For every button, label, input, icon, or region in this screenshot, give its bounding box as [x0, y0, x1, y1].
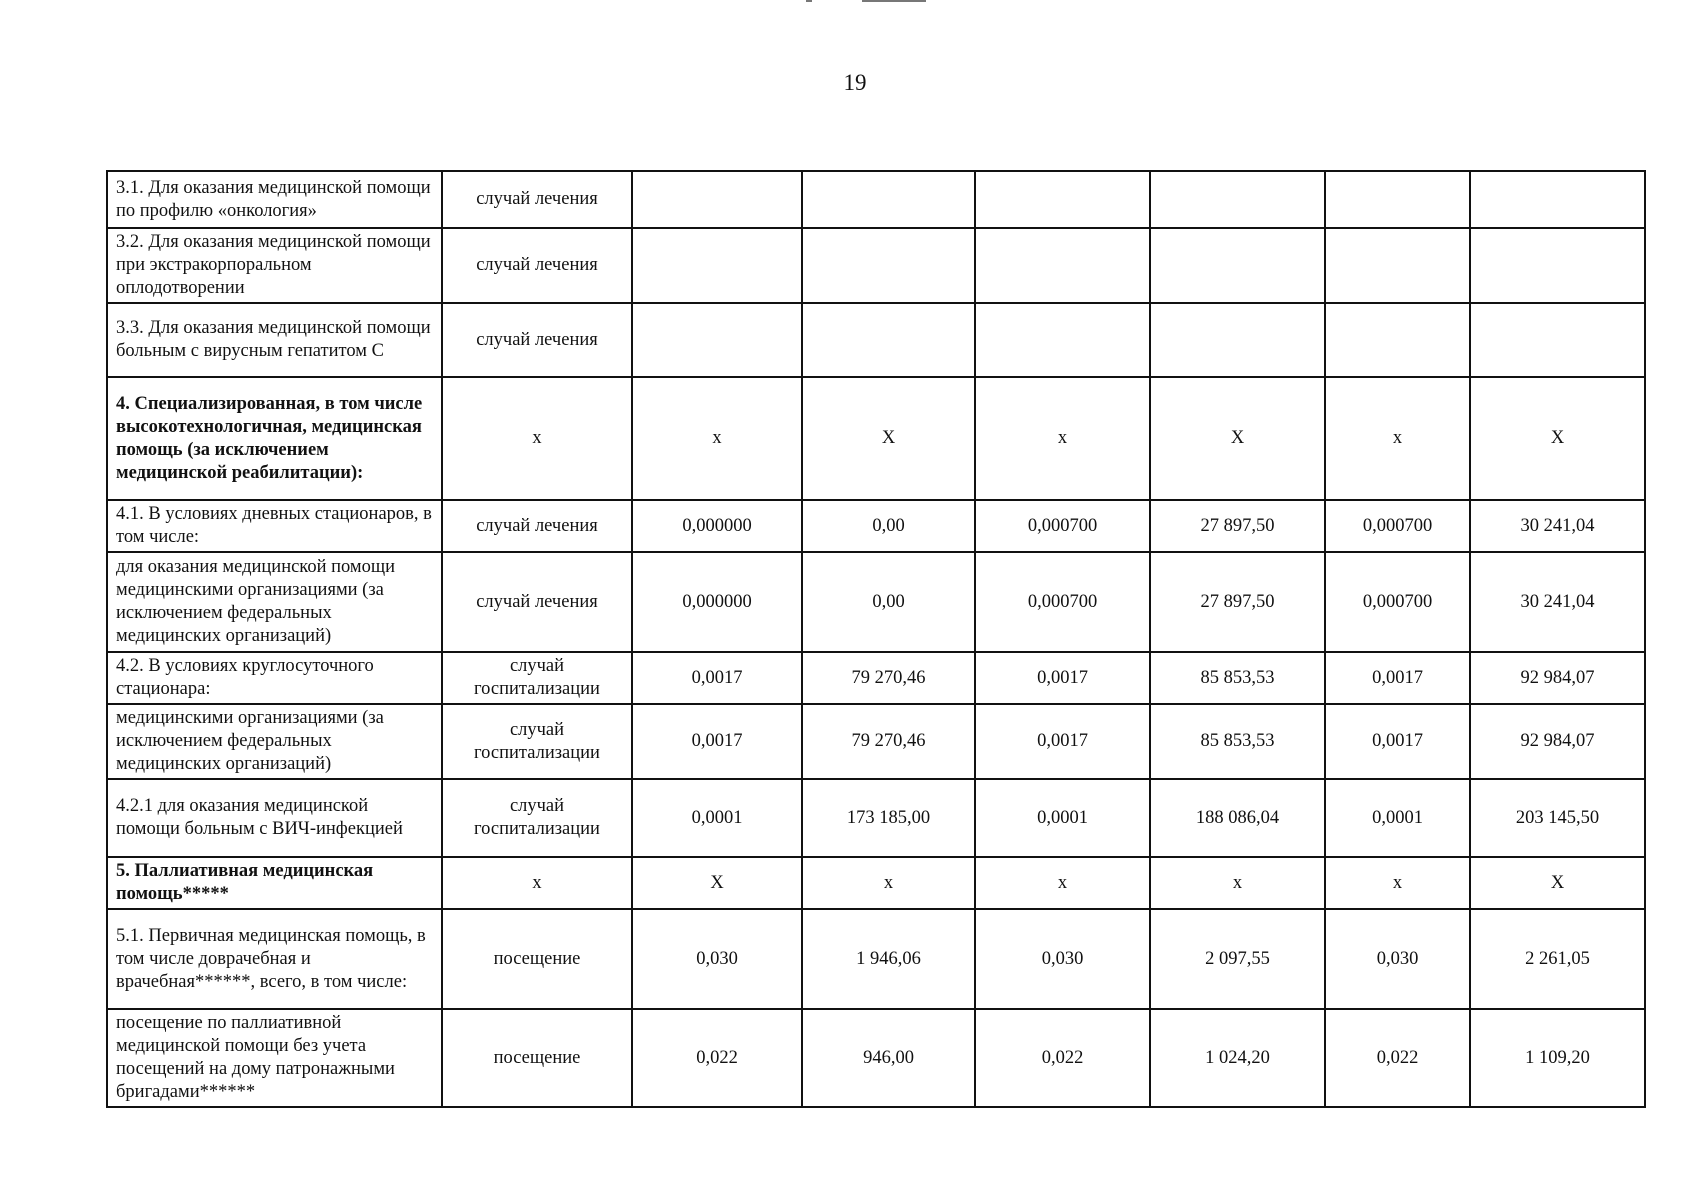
table-row: [107, 500, 1645, 552]
unit-cell: случай лечения: [442, 228, 632, 303]
value-cell: 0,030: [632, 909, 802, 1009]
value-cell: 79 270,46: [802, 652, 975, 704]
row-name-cell: 3.2. Для оказания медицинской помощи при экстракорпоральном оплодотворении: [107, 228, 442, 303]
value-cell: x: [1325, 377, 1470, 500]
page-number: 19: [843, 70, 867, 95]
value-cell: [1150, 171, 1325, 228]
norms-table: [106, 170, 1646, 1108]
value-cell: 0,030: [1325, 909, 1470, 1009]
value-cell: X: [1470, 377, 1645, 500]
value-cell: 30 241,04: [1470, 552, 1645, 652]
table-row: [107, 303, 1645, 377]
value-cell: 946,00: [802, 1009, 975, 1107]
value-cell: 2 097,55: [1150, 909, 1325, 1009]
row-name-cell: посещение по паллиативной медицинской помощи без учета посещений на дому патронажными бригадами******: [107, 1009, 442, 1107]
value-cell: 30 241,04: [1470, 500, 1645, 552]
row-name-cell: 4.2.1 для оказания медицинской помощи больным с ВИЧ-инфекцией: [107, 779, 442, 857]
row-name-cell: медицинскими организациями (за исключением федеральных медицинских организаций): [107, 704, 442, 779]
value-cell: 173 185,00: [802, 779, 975, 857]
unit-cell: случай лечения: [442, 552, 632, 652]
table-row: [107, 779, 1645, 857]
value-cell: 0,030: [975, 909, 1150, 1009]
value-cell: [802, 171, 975, 228]
row-name-cell: 4.2. В условиях круглосуточного стационара:: [107, 652, 442, 704]
value-cell: [1325, 228, 1470, 303]
value-cell: X: [802, 377, 975, 500]
value-cell: 27 897,50: [1150, 552, 1325, 652]
value-cell: 0,000700: [1325, 500, 1470, 552]
unit-cell: случай лечения: [442, 500, 632, 552]
row-name-cell: 5.1. Первичная медицинская помощь, в том числе доврачебная и врачебная******, всего, в том числе:: [107, 909, 442, 1009]
table-row: [107, 909, 1645, 1009]
value-cell: 0,0017: [632, 652, 802, 704]
row-name-cell: 4.1. В условиях дневных стационаров, в том числе:: [107, 500, 442, 552]
value-cell: [975, 303, 1150, 377]
value-cell: [975, 228, 1150, 303]
value-cell: 85 853,53: [1150, 652, 1325, 704]
value-cell: [632, 228, 802, 303]
value-cell: 1 024,20: [1150, 1009, 1325, 1107]
value-cell: X: [1150, 377, 1325, 500]
value-cell: 1 946,06: [802, 909, 975, 1009]
value-cell: X: [1470, 857, 1645, 909]
value-cell: x: [802, 857, 975, 909]
value-cell: 92 984,07: [1470, 704, 1645, 779]
value-cell: 0,00: [802, 552, 975, 652]
value-cell: [1325, 171, 1470, 228]
value-cell: [1470, 171, 1645, 228]
unit-cell: случай госпитализации: [442, 704, 632, 779]
table-row: [107, 857, 1645, 909]
value-cell: 0,0017: [1325, 652, 1470, 704]
value-cell: x: [975, 377, 1150, 500]
value-cell: 1 109,20: [1470, 1009, 1645, 1107]
value-cell: [632, 171, 802, 228]
value-cell: 0,0017: [1325, 704, 1470, 779]
value-cell: 0,0017: [975, 652, 1150, 704]
value-cell: [1150, 303, 1325, 377]
value-cell: x: [1325, 857, 1470, 909]
scan-artifact: [806, 0, 812, 2]
value-cell: [632, 303, 802, 377]
unit-cell: случай лечения: [442, 171, 632, 228]
value-cell: 79 270,46: [802, 704, 975, 779]
unit-cell: x: [442, 857, 632, 909]
value-cell: [1150, 228, 1325, 303]
value-cell: 2 261,05: [1470, 909, 1645, 1009]
value-cell: x: [1150, 857, 1325, 909]
value-cell: X: [632, 857, 802, 909]
value-cell: x: [975, 857, 1150, 909]
value-cell: 188 086,04: [1150, 779, 1325, 857]
table-row: [107, 652, 1645, 704]
value-cell: 0,0017: [975, 704, 1150, 779]
value-cell: 0,022: [632, 1009, 802, 1107]
value-cell: 0,0001: [632, 779, 802, 857]
value-cell: 0,022: [1325, 1009, 1470, 1107]
unit-cell: посещение: [442, 1009, 632, 1107]
value-cell: [975, 171, 1150, 228]
unit-cell: случай госпитализации: [442, 652, 632, 704]
table-row: [107, 377, 1645, 500]
value-cell: 0,022: [975, 1009, 1150, 1107]
value-cell: 0,00: [802, 500, 975, 552]
unit-cell: посещение: [442, 909, 632, 1009]
value-cell: [1470, 303, 1645, 377]
value-cell: 0,000000: [632, 552, 802, 652]
value-cell: [802, 303, 975, 377]
scan-artifact: [862, 0, 926, 2]
value-cell: 0,0001: [1325, 779, 1470, 857]
value-cell: 85 853,53: [1150, 704, 1325, 779]
row-name-cell: 3.3. Для оказания медицинской помощи больным с вирусным гепатитом С: [107, 303, 442, 377]
value-cell: 203 145,50: [1470, 779, 1645, 857]
value-cell: [1325, 303, 1470, 377]
value-cell: 0,000700: [975, 552, 1150, 652]
value-cell: 0,000000: [632, 500, 802, 552]
value-cell: [802, 228, 975, 303]
value-cell: 27 897,50: [1150, 500, 1325, 552]
value-cell: 0,000700: [975, 500, 1150, 552]
unit-cell: x: [442, 377, 632, 500]
row-name-cell: 5. Паллиативная медицинская помощь*****: [107, 857, 442, 909]
value-cell: x: [632, 377, 802, 500]
table-row: [107, 171, 1645, 228]
row-name-cell: для оказания медицинской помощи медицинскими организациями (за исключением федеральных медицинских организаций): [107, 552, 442, 652]
table-row: [107, 552, 1645, 652]
value-cell: 0,0017: [632, 704, 802, 779]
table-row: [107, 1009, 1645, 1107]
table-row: [107, 704, 1645, 779]
unit-cell: случай госпитализации: [442, 779, 632, 857]
value-cell: 92 984,07: [1470, 652, 1645, 704]
value-cell: [1470, 228, 1645, 303]
value-cell: 0,000700: [1325, 552, 1470, 652]
table-row: [107, 228, 1645, 303]
unit-cell: случай лечения: [442, 303, 632, 377]
row-name-cell: 4. Специализированная, в том числе высокотехнологичная, медицинская помощь (за исключением медицинской реабилитации):: [107, 377, 442, 500]
value-cell: 0,0001: [975, 779, 1150, 857]
row-name-cell: 3.1. Для оказания медицинской помощи по профилю «онкология»: [107, 171, 442, 228]
